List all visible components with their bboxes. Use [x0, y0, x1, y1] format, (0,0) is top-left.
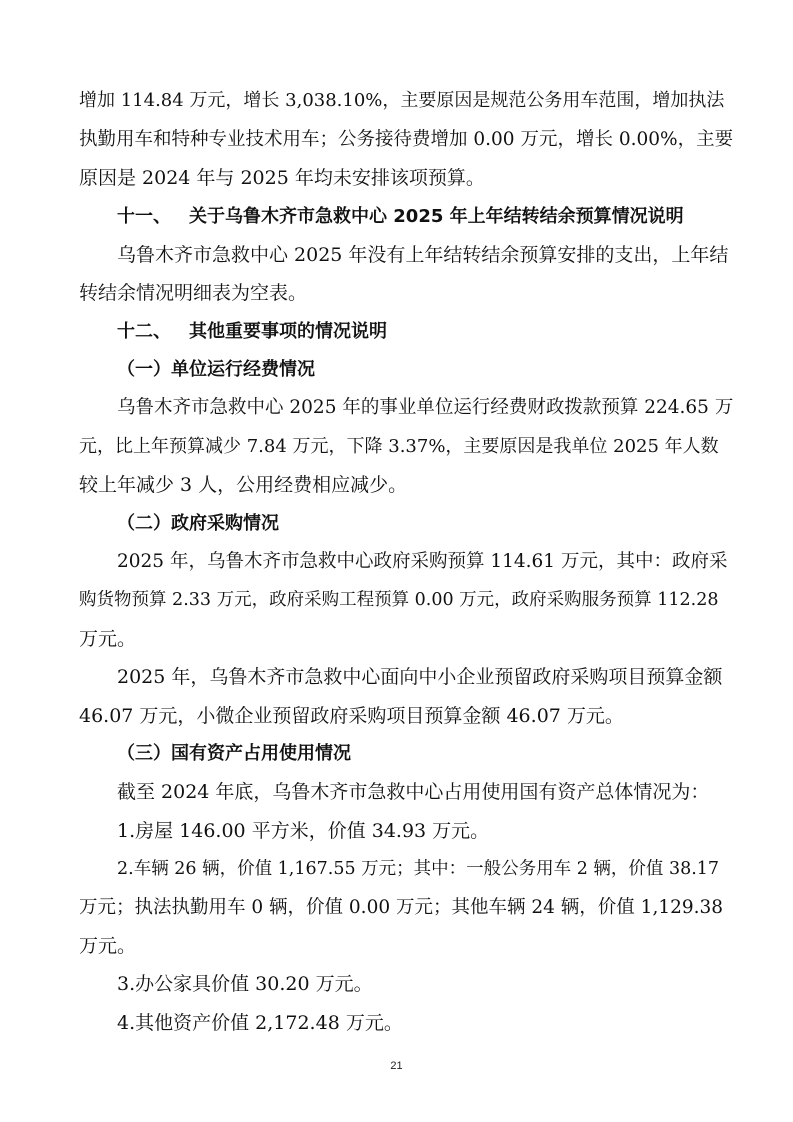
heading-number: 十一、 [117, 206, 171, 227]
subsection-heading-1: （一）单位运行经费情况 [117, 359, 315, 380]
paragraph-line: 原因是 2024 年与 2025 年均未安排该项预算。 [79, 167, 485, 189]
paragraph-line: 2025 年，乌鲁木齐市急救中心面向中小企业预留政府采购项目预算金额 [117, 666, 723, 688]
heading-title: 其他重要事项的情况说明 [189, 321, 387, 342]
paragraph-line: 万元。 [79, 628, 137, 650]
paragraph-line: 元，比上年预算减少 7.84 万元，下降 3.37%，主要原因是我单位 2025 年人数 [79, 436, 719, 457]
heading-title: 关于乌鲁木齐市急救中心 2025 年上年结转结余预算情况说明 [189, 206, 684, 227]
subsection-heading-3: （三）国有资产占用使用情况 [117, 743, 351, 764]
paragraph-line: 2025 年，乌鲁木齐市急救中心政府采购预算 114.61 万元，其中：政府采 [117, 551, 728, 572]
paragraph-line: 购货物预算 2.33 万元，政府采购工程预算 0.00 万元，政府采购服务预算 112.28 [79, 590, 719, 610]
page-number: 21 [390, 1060, 403, 1072]
paragraph-line: 乌鲁木齐市急救中心 2025 年的事业单位运行经费财政拨款预算 224.65 万 [117, 397, 734, 418]
paragraph-line: 1.房屋 146.00 平方米，价值 34.93 万元。 [117, 820, 490, 842]
paragraph-line: 执勤用车和特种专业技术用车；公务接待费增加 0.00 万元，增长 0.00%，主要 [79, 129, 734, 150]
paragraph-line: 乌鲁木齐市急救中心 2025 年没有上年结转结余预算安排的支出，上年结 [117, 244, 729, 266]
heading-number: 十二、 [117, 321, 171, 342]
paragraph-line: 3.办公家具价值 30.20 万元。 [117, 973, 373, 995]
paragraph-line: 增加 114.84 万元，增长 3,038.10%，主要原因是规范公务用车范围，增加执法 [79, 90, 725, 111]
paragraph-line: 4.其他资产价值 2,172.48 万元。 [117, 1012, 403, 1034]
subsection-heading-2: （二）政府采购情况 [117, 513, 279, 534]
section-heading-11 [117, 205, 684, 229]
paragraph-line: 2.车辆 26 辆，价值 1,167.55 万元；其中：一般公务用车 2 辆，价值 38.17 [117, 859, 720, 879]
paragraph-line: 万元；执法执勤用车 0 辆，价值 0.00 万元；其他车辆 24 辆，价值 1,129.38 [79, 897, 724, 918]
paragraph-line: 截至 2024 年底，乌鲁木齐市急救中心占用使用国有资产总体情况为： [117, 781, 710, 803]
paragraph-line: 46.07 万元，小微企业预留政府采购项目预算金额 46.07 万元。 [79, 705, 624, 727]
paragraph-line: 较上年减少 3 人，公用经费相应减少。 [79, 474, 408, 496]
paragraph-line: 万元。 [79, 935, 137, 957]
paragraph-line: 转结余情况明细表为空表。 [79, 282, 308, 304]
section-heading-12 [117, 320, 387, 344]
